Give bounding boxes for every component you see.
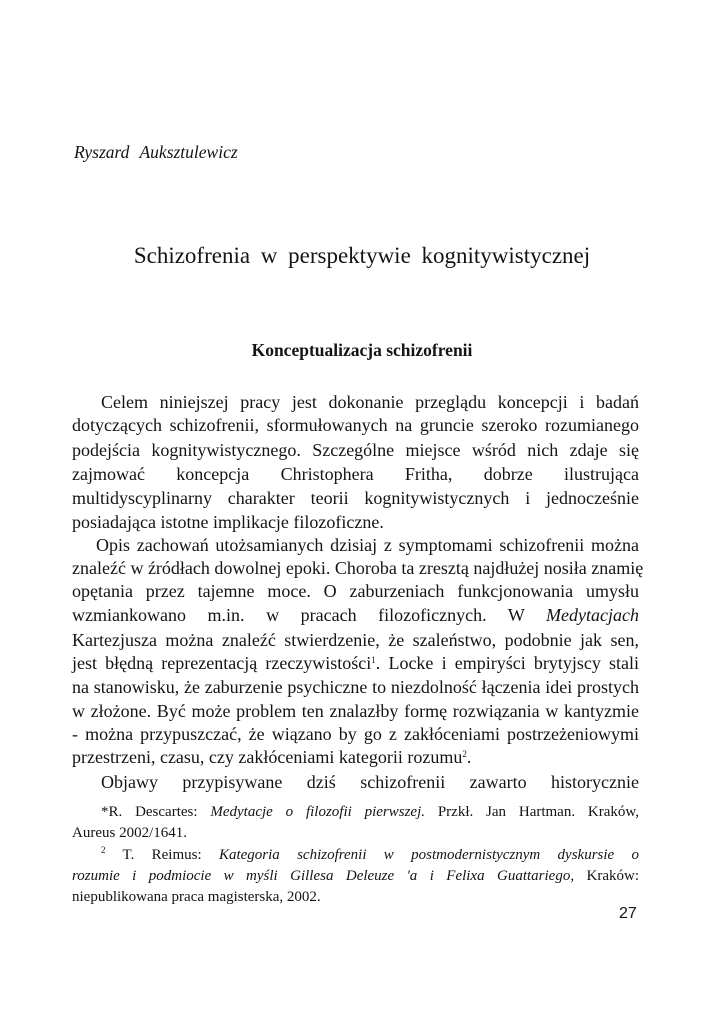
body-line: Objawy przypisywane dziś schizofrenii zawarto historycznie [101,772,639,792]
body-line: Kartezjusza można znaleźć stwierdzenie, że szaleństwo, podobnie jak sen, [72,630,639,650]
section-heading: Konceptualizacja schizofrenii [251,340,473,360]
page-number: 27 [619,905,637,922]
body-text: . Locke i empiryści brytyjscy stali [375,653,639,673]
footnote-2 [101,845,639,866]
footnote-italic: rozumie i podmiocie w myśli Gillesa Deleuze 'a i Felixa Guattariego, [72,868,575,884]
body-line [72,746,639,769]
body-text: jest błędną reprezentacją rzeczywistości [72,653,372,673]
footnote-ref-2: 2 [462,749,467,759]
body-line [72,604,639,627]
body-line: dotyczących schizofrenii, sformułowanych na gruncie szeroko rozumianego [72,415,639,435]
body-text: przestrzeni, czasu, czy zakłóceniami kategorii rozumu [72,747,463,767]
author-name: Ryszard Auksztulewicz [74,142,238,162]
body-line: w złożone. Być może problem ten znalazłby formę rozwiązania w kantyzmie [72,701,639,721]
body-text: wzmiankowano m.in. w pracach filozoficznych. W [72,605,525,625]
footnote-ref-1: 1 [371,655,376,665]
body-line: na stanowisku, że zaburzenie psychiczne to niezdolność łączenia idei prostych [72,677,639,697]
body-text: . [466,747,472,767]
body-line: Opis zachowań utożsamianych dzisiaj z symptomami schizofrenii można [96,535,639,555]
footnote-text: Przkł. Jan Hartman. Kraków, [437,804,639,820]
body-line: opętania przez tajemne moce. O zaburzeniach funkcjonowania umysłu [72,581,639,601]
footnote-marker: 2 [101,845,106,855]
footnote-italic: Kategoria schizofrenii w postmodernistycznym dyskursie o [218,847,639,863]
footnote-1-cont: Aureus 2002/1641. [72,825,187,841]
footnote-2-cont [72,866,639,887]
footnote-text: Kraków: [586,868,640,884]
body-line: - można przypuszczać, że wiązano by go z zakłóceniami postrzeżeniowymi [72,724,639,744]
body-line: multidyscyplinarny charakter teorii kognitywistycznych i jednocześnie [72,488,639,508]
footnote-1 [101,802,639,823]
body-line: Celem niniejszej pracy jest dokonanie przeglądu koncepcji i badań [101,392,639,412]
footnote-italic: Medytacje o filozofii pierwszej. [210,804,426,820]
footnote-text: *R. Descartes: [101,804,198,820]
body-line: posiadająca istotne implikacje filozoficzne. [72,512,384,532]
footnote-2-cont: niepublikowana praca magisterska, 2002. [72,889,321,905]
body-line: podejścia kognitywistycznego. Szczególne miejsce wśród nich zdaje się [72,440,639,460]
article-title: Schizofrenia w perspektywie kognitywistycznej [133,243,591,268]
italic-title: Medytacjach [546,605,639,625]
body-line: znaleźć w źródłach dowolnej epoki. Choroba ta zresztą najdłużej nosiła znamię [72,558,644,578]
body-line: zajmować koncepcja Christophera Fritha, dobrze ilustrująca [72,464,639,484]
body-line [72,652,639,675]
footnote-text: T. Reimus: [122,847,202,863]
